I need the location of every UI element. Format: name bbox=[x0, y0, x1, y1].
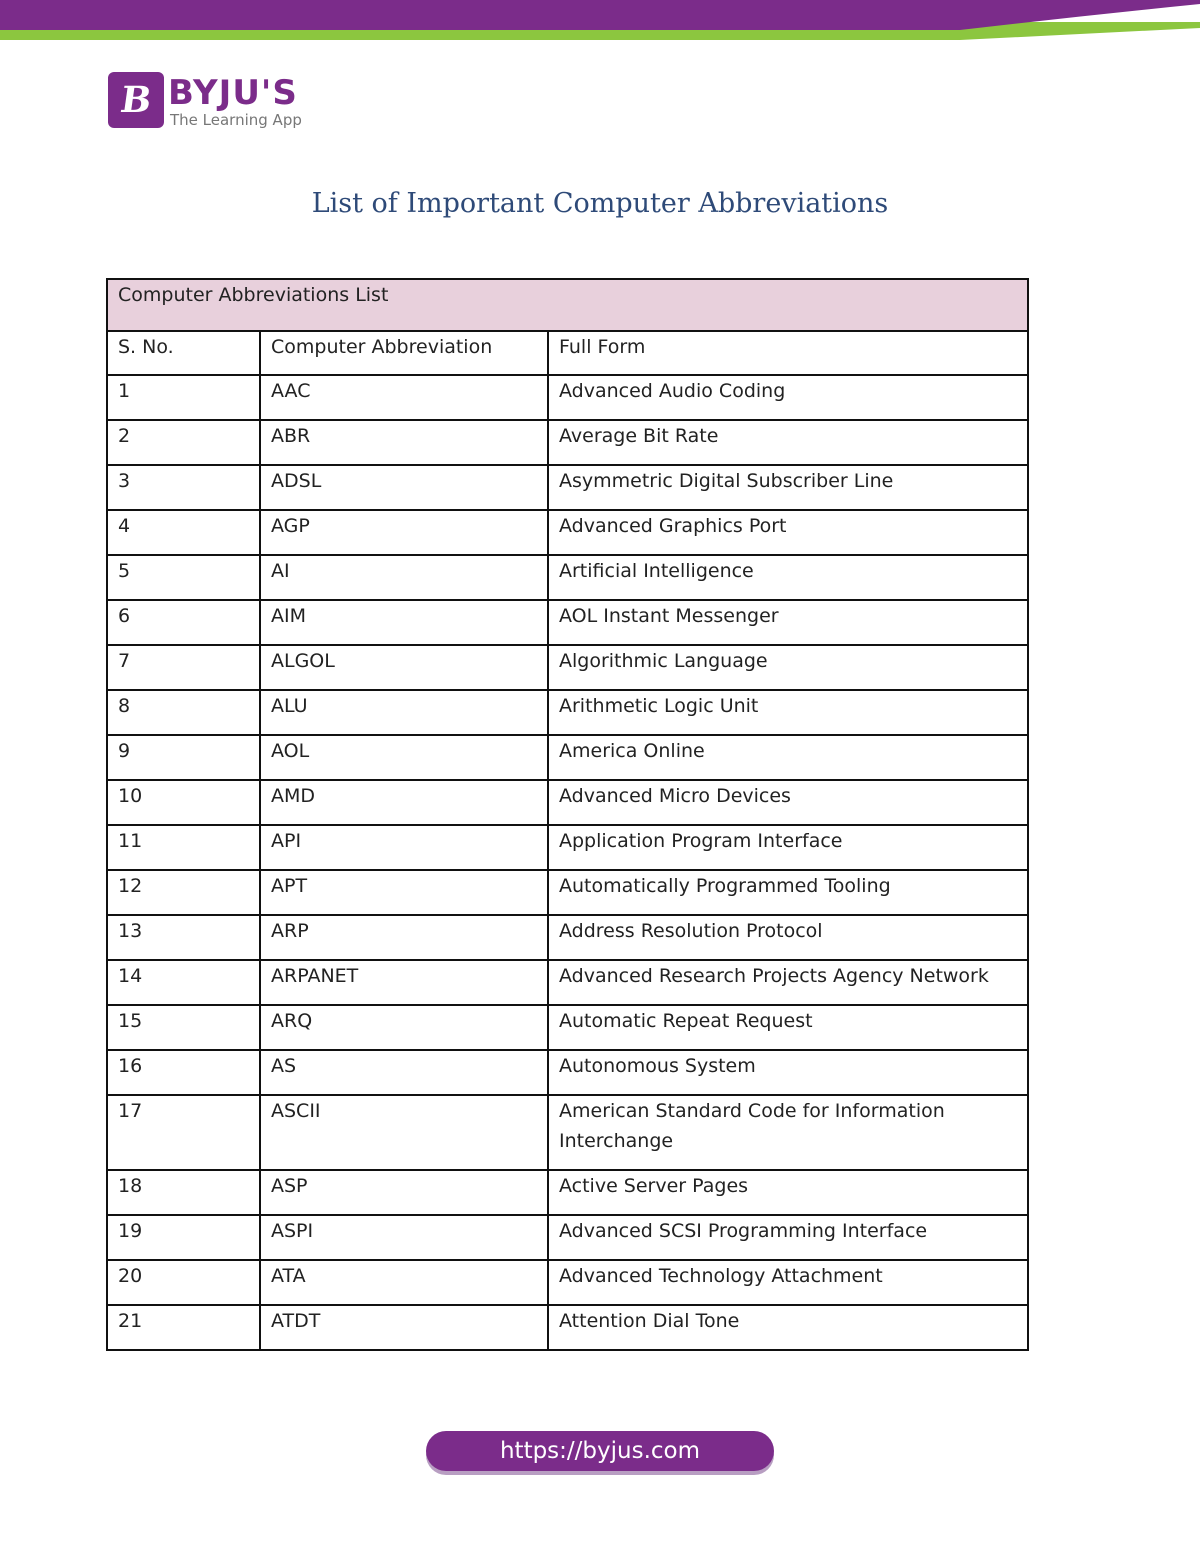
cell-full-form: America Online bbox=[548, 735, 1028, 780]
logo-letter: B bbox=[117, 79, 155, 121]
abbreviations-table bbox=[106, 278, 1029, 1351]
cell-full-form: Automatic Repeat Request bbox=[548, 1005, 1028, 1050]
table-row bbox=[107, 1005, 1028, 1050]
logo-wordmark: BYJU'S bbox=[168, 73, 298, 113]
top-decorative-band bbox=[0, 0, 1200, 50]
cell-serial-number: 21 bbox=[107, 1305, 260, 1350]
cell-abbreviation: AMD bbox=[260, 780, 548, 825]
cell-abbreviation: ALGOL bbox=[260, 645, 548, 690]
cell-serial-number: 16 bbox=[107, 1050, 260, 1095]
cell-abbreviation: ASP bbox=[260, 1170, 548, 1215]
cell-abbreviation: ASPI bbox=[260, 1215, 548, 1260]
cell-abbreviation: API bbox=[260, 825, 548, 870]
cell-serial-number: 12 bbox=[107, 870, 260, 915]
header-full-form: Full Form bbox=[548, 331, 1028, 375]
cell-abbreviation: AS bbox=[260, 1050, 548, 1095]
cell-abbreviation: ARP bbox=[260, 915, 548, 960]
cell-abbreviation: ASCII bbox=[260, 1095, 548, 1170]
table-row bbox=[107, 600, 1028, 645]
cell-serial-number: 17 bbox=[107, 1095, 260, 1170]
cell-serial-number: 2 bbox=[107, 420, 260, 465]
logo-mark bbox=[108, 72, 164, 128]
page-title: List of Important Computer Abbreviations bbox=[311, 188, 889, 219]
website-url-badge[interactable]: https://byjus.com bbox=[426, 1431, 774, 1471]
cell-serial-number: 14 bbox=[107, 960, 260, 1005]
cell-abbreviation: AOL bbox=[260, 735, 548, 780]
table-row bbox=[107, 645, 1028, 690]
logo-tagline: The Learning App bbox=[170, 111, 302, 129]
cell-serial-number: 8 bbox=[107, 690, 260, 735]
table-row bbox=[107, 1260, 1028, 1305]
cell-abbreviation: AIM bbox=[260, 600, 548, 645]
table-row bbox=[107, 915, 1028, 960]
cell-serial-number: 13 bbox=[107, 915, 260, 960]
byjus-logo bbox=[108, 72, 318, 132]
cell-full-form: Active Server Pages bbox=[548, 1170, 1028, 1215]
cell-full-form: Application Program Interface bbox=[548, 825, 1028, 870]
table-caption: Computer Abbreviations List bbox=[107, 279, 1028, 331]
cell-serial-number: 1 bbox=[107, 375, 260, 420]
cell-full-form: Artificial Intelligence bbox=[548, 555, 1028, 600]
cell-serial-number: 18 bbox=[107, 1170, 260, 1215]
table-row bbox=[107, 1215, 1028, 1260]
cell-abbreviation: AI bbox=[260, 555, 548, 600]
header-serial-number: S. No. bbox=[107, 331, 260, 375]
cell-abbreviation: ARPANET bbox=[260, 960, 548, 1005]
cell-serial-number: 15 bbox=[107, 1005, 260, 1050]
cell-abbreviation: ALU bbox=[260, 690, 548, 735]
table-row bbox=[107, 1170, 1028, 1215]
cell-serial-number: 9 bbox=[107, 735, 260, 780]
cell-serial-number: 11 bbox=[107, 825, 260, 870]
table-caption-row bbox=[107, 279, 1028, 331]
header-abbreviation: Computer Abbreviation bbox=[260, 331, 548, 375]
cell-abbreviation: AGP bbox=[260, 510, 548, 555]
cell-full-form: Automatically Programmed Tooling bbox=[548, 870, 1028, 915]
table-row bbox=[107, 735, 1028, 780]
cell-full-form: Attention Dial Tone bbox=[548, 1305, 1028, 1350]
table-row bbox=[107, 1305, 1028, 1350]
table-header-row bbox=[107, 331, 1028, 375]
table-row bbox=[107, 465, 1028, 510]
table-body bbox=[107, 375, 1028, 1350]
cell-abbreviation: APT bbox=[260, 870, 548, 915]
table-row bbox=[107, 510, 1028, 555]
cell-full-form: Asymmetric Digital Subscriber Line bbox=[548, 465, 1028, 510]
cell-full-form: AOL Instant Messenger bbox=[548, 600, 1028, 645]
cell-full-form: Advanced Graphics Port bbox=[548, 510, 1028, 555]
cell-abbreviation: ADSL bbox=[260, 465, 548, 510]
cell-abbreviation: ATA bbox=[260, 1260, 548, 1305]
table-row bbox=[107, 555, 1028, 600]
cell-serial-number: 6 bbox=[107, 600, 260, 645]
cell-full-form: Address Resolution Protocol bbox=[548, 915, 1028, 960]
table-row bbox=[107, 375, 1028, 420]
table-row bbox=[107, 825, 1028, 870]
cell-full-form: Advanced Micro Devices bbox=[548, 780, 1028, 825]
cell-serial-number: 4 bbox=[107, 510, 260, 555]
table-row bbox=[107, 1050, 1028, 1095]
table-row bbox=[107, 780, 1028, 825]
table-row bbox=[107, 690, 1028, 735]
cell-serial-number: 19 bbox=[107, 1215, 260, 1260]
cell-serial-number: 3 bbox=[107, 465, 260, 510]
cell-full-form: Arithmetic Logic Unit bbox=[548, 690, 1028, 735]
cell-abbreviation: ABR bbox=[260, 420, 548, 465]
cell-abbreviation: AAC bbox=[260, 375, 548, 420]
cell-serial-number: 20 bbox=[107, 1260, 260, 1305]
cell-full-form: Advanced SCSI Programming Interface bbox=[548, 1215, 1028, 1260]
cell-full-form: American Standard Code for Information Interchange bbox=[548, 1095, 1028, 1170]
table-row bbox=[107, 1095, 1028, 1170]
cell-full-form: Advanced Technology Attachment bbox=[548, 1260, 1028, 1305]
table-row bbox=[107, 420, 1028, 465]
cell-abbreviation: ARQ bbox=[260, 1005, 548, 1050]
cell-abbreviation: ATDT bbox=[260, 1305, 548, 1350]
cell-full-form: Autonomous System bbox=[548, 1050, 1028, 1095]
table-row bbox=[107, 870, 1028, 915]
cell-serial-number: 10 bbox=[107, 780, 260, 825]
cell-full-form: Average Bit Rate bbox=[548, 420, 1028, 465]
table-row bbox=[107, 960, 1028, 1005]
cell-full-form: Algorithmic Language bbox=[548, 645, 1028, 690]
cell-full-form: Advanced Audio Coding bbox=[548, 375, 1028, 420]
cell-serial-number: 5 bbox=[107, 555, 260, 600]
cell-serial-number: 7 bbox=[107, 645, 260, 690]
cell-full-form: Advanced Research Projects Agency Network bbox=[548, 960, 1028, 1005]
